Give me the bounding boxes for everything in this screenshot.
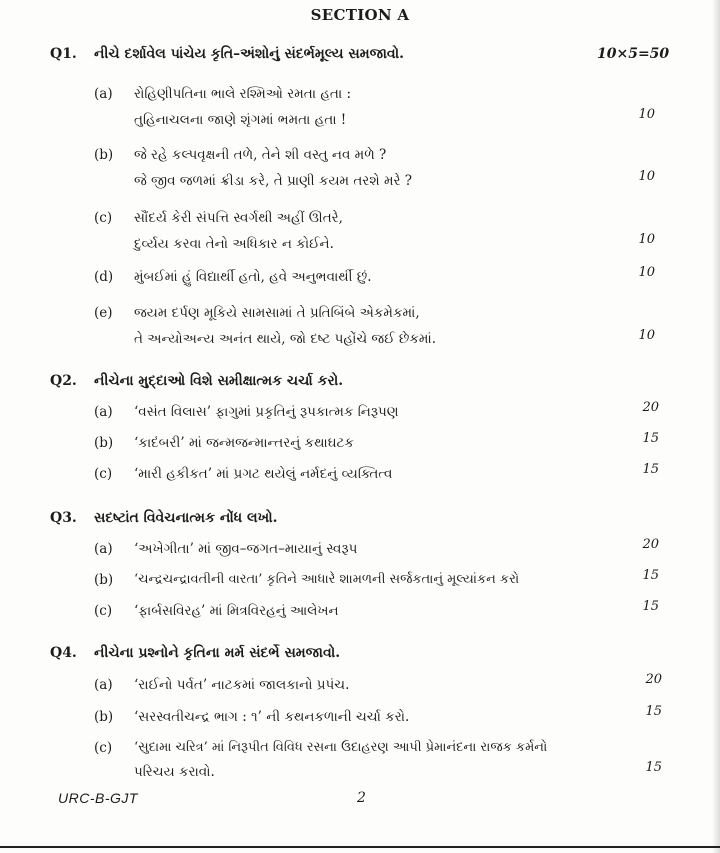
question-prompt: નીચેના પ્રશ્નોને કૃતિના મર્મ સંદર્ભે સમજાવો. xyxy=(94,645,341,661)
item-letter: (a) xyxy=(94,677,113,693)
item-letter: (c) xyxy=(94,603,113,619)
item-marks: 10 xyxy=(638,265,655,280)
item-text: ‘મારી હકીકત’ માં પ્રગટ થયેલું નર્મદનું વ્યક્તિત્વ xyxy=(134,466,393,482)
item-letter: (b) xyxy=(94,147,114,163)
item-letter: (a) xyxy=(94,541,113,557)
item-marks: 20 xyxy=(642,400,659,415)
page-number: 2 xyxy=(357,790,366,806)
item-letter: (e) xyxy=(94,305,113,321)
question-number: Q3. xyxy=(50,510,77,526)
item-text-continued: તે અન્યોઅન્ય અનંત થાયે, જો દષ્ટ પહોંચે જઈ છેકમાં. xyxy=(134,331,437,347)
item-text: ‘ચન્દ્રચન્દ્રાવતીની વારતા’ કૃતિને આધારે શામળની સર્જકતાનું મૂલ્યાંકન કરો xyxy=(134,572,520,587)
item-letter: (a) xyxy=(94,404,113,420)
question-prompt: નીચેના મુદ્દાઓ વિશે સમીક્ષાત્મક ચર્ચા કરો. xyxy=(94,373,344,389)
item-text: ‘રાઈનો પર્વત’ નાટકમાં જાલકાનો પ્રપંચ. xyxy=(134,677,350,693)
item-marks: 10 xyxy=(638,232,655,247)
item-text-continued: દુર્વ્યય કરવા તેનો અધિકાર ન કોઈને. xyxy=(134,236,334,252)
item-marks: 10 xyxy=(638,328,655,343)
item-text: ‘કાદંબરી’ માં જન્મજન્માન્તરનું કથાઘટક xyxy=(134,435,354,451)
item-text: જે રહે કલ્પવૃક્ષની તળે, તેને શી વસ્તુ નવ મળે ? xyxy=(134,147,387,163)
section-title: SECTION A xyxy=(310,6,410,24)
item-text: જયમ દર્પણ મૂકિયે સામસામાં તે પ્રતિબિંબે એકમેકમાં, xyxy=(134,305,420,321)
bottom-rule xyxy=(0,846,720,848)
item-marks: 10 xyxy=(638,107,655,122)
item-text: સૌંદર્ય કેરી સંપત્તિ સ્વર્ગથી અહીં ઊતરે, xyxy=(134,210,343,226)
item-letter: (b) xyxy=(94,572,114,588)
item-marks: 10 xyxy=(638,169,655,184)
item-letter: (a) xyxy=(94,86,113,102)
item-letter: (d) xyxy=(94,269,114,285)
item-letter: (c) xyxy=(94,740,113,756)
item-letter: (b) xyxy=(94,709,114,725)
question-marks: 10×5=50 xyxy=(597,46,670,62)
item-text: ‘ફાર્બસવિરહ’ માં મિત્રવિરહનું આલેખન xyxy=(134,603,339,619)
item-text: મુંબઈમાં હું વિદ્યાર્થી હતો, હવે અનુભવાર્થી છું. xyxy=(134,269,372,285)
item-marks: 15 xyxy=(645,704,662,719)
item-marks: 15 xyxy=(642,568,659,583)
item-marks: 20 xyxy=(645,672,662,687)
item-text-continued: જે જીવ જળમાં ક્રીડા કરે, તે પ્રાણી કયમ તરશે મરે ? xyxy=(134,173,413,189)
page-edge-shadow xyxy=(712,0,720,853)
item-marks: 20 xyxy=(642,537,659,552)
question-number: Q1. xyxy=(50,46,77,62)
item-text: ‘સુદામા ચરિત્ર’ માં નિરૂપીત વિવિધ રસના ઉદાહરણ આપી પ્રેમાનંદના રાજક કર્મનો xyxy=(134,740,548,755)
item-marks: 15 xyxy=(645,760,662,775)
item-text: ‘વસંત વિલાસ’ ફાગુમાં પ્રકૃતિનું રૂપકાત્મક નિરૂપણ xyxy=(134,404,399,420)
question-prompt: સદષ્ટાંત વિવેચનાત્મક નોંધ લખો. xyxy=(94,510,278,526)
item-letter: (b) xyxy=(94,435,114,451)
question-number: Q4. xyxy=(50,645,77,661)
item-marks: 15 xyxy=(642,431,659,446)
item-text: ‘સરસ્વતીચન્દ્ર ભાગ : ૧’ ની કથનકળાની ચર્ચા કરો. xyxy=(134,709,410,725)
item-letter: (c) xyxy=(94,466,113,482)
paper-code: URC-B-GJT xyxy=(58,790,138,806)
item-text: ‘અખેગીતા’ માં જીવ–જગત–માયાનું સ્વરૂપ xyxy=(134,541,358,557)
item-text-continued: તુહિનાચલના જાણે શૃંગમાં ભમતા હતા ! xyxy=(134,112,347,128)
question-number: Q2. xyxy=(50,373,77,389)
item-marks: 15 xyxy=(642,599,659,614)
item-letter: (c) xyxy=(94,210,113,226)
item-text: રોહિણીપતિના ભાલે રશ્મિઓ રમતા હતા : xyxy=(134,86,352,102)
question-prompt: નીચે દર્શાવેલ પાંચેય કૃતિ–અંશોનું સંદર્ભમૂલ્ય સમજાવો. xyxy=(94,46,404,62)
item-marks: 15 xyxy=(642,462,659,477)
item-text-continued: પરિચય કરાવો. xyxy=(134,764,215,780)
